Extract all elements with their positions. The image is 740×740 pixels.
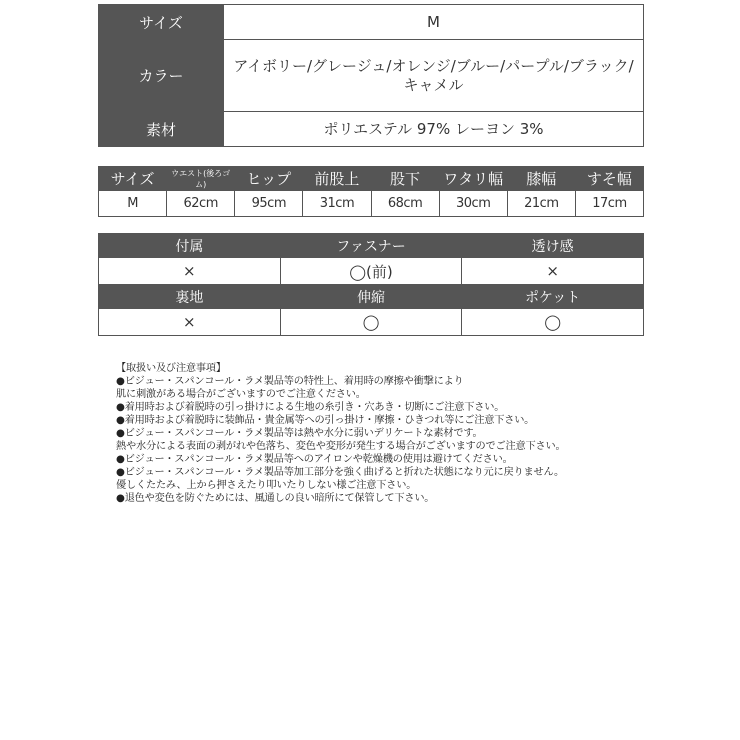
color-label: カラー [99, 40, 224, 112]
color-value-line2: キャメル [403, 75, 464, 94]
hip-cell: 95cm [235, 191, 303, 217]
spec-value-row-1 [99, 258, 644, 285]
accessory-header: 付属 [99, 234, 281, 258]
material-value: ポリエステル 97% レーヨン 3% [224, 112, 644, 147]
pocket-header: ポケット [462, 285, 644, 309]
hem-width-header: すそ幅 [575, 167, 643, 191]
accessory-value: × [99, 258, 281, 285]
note-line: ●着用時および着脱時の引っ掛けによる生地の糸引き・穴あき・切断にご注意下さい。 [116, 402, 505, 413]
knee-width-header: 膝幅 [507, 167, 575, 191]
size-header-row [99, 167, 644, 191]
color-row [99, 40, 644, 112]
stretch-value: ◯ [280, 309, 462, 336]
color-value-line1: アイボリー/グレージュ/オレンジ/ブルー/パープル/ブラック/ [233, 56, 634, 75]
lining-value: × [99, 309, 281, 336]
size-cell: M [99, 191, 167, 217]
stretch-header: 伸縮 [280, 285, 462, 309]
note-line: ●ビジュー・スパンコール・ラメ製品等加工部分を強く曲げると折れた状態になり元に戻りません。 [116, 467, 565, 478]
waist-header: ウエスト(後ろゴム) [167, 167, 235, 191]
note-line: ●退色や変色を防ぐためには、風通しの良い暗所にて保管して下さい。 [116, 493, 435, 504]
spec-header-row-1 [99, 234, 644, 258]
material-row [99, 112, 644, 147]
note-line: ●着用時および着脱時に装飾品・貴金属等への引っ掛け・摩擦・ひきつれ等にご注意下さい。 [116, 415, 535, 426]
zipper-value: ◯(前) [280, 258, 462, 285]
hem-width-cell: 17cm [575, 191, 643, 217]
size-header: サイズ [99, 167, 167, 191]
front-rise-cell: 31cm [303, 191, 371, 217]
note-line: 肌に刺激がある場合がございますのでご注意ください。 [116, 389, 366, 400]
waist-cell: 62cm [167, 191, 235, 217]
size-measurement-table [98, 166, 644, 217]
note-line: ●ビジュー・スパンコール・ラメ製品等は熱や水分に弱いデリケートな素材です。 [116, 428, 483, 439]
front-rise-header: 前股上 [303, 167, 371, 191]
spec-header-row-2 [99, 285, 644, 309]
thigh-width-cell: 30cm [439, 191, 507, 217]
note-line: 熱や水分による表面の剥がれや色落ち、変色や変形が発生する場合がございますのでご注意下さい。 [116, 441, 566, 452]
size-value-row [99, 191, 644, 217]
sheerness-value: × [462, 258, 644, 285]
knee-width-cell: 21cm [507, 191, 575, 217]
pocket-value: ◯ [462, 309, 644, 336]
care-notes [116, 362, 716, 505]
sheerness-header: 透け感 [462, 234, 644, 258]
note-line: 優しくたたみ、上から押さえたり叩いたりしない様ご注意下さい。 [116, 480, 417, 491]
size-label: サイズ [99, 5, 224, 40]
material-label: 素材 [99, 112, 224, 147]
color-value [224, 40, 644, 112]
lining-header: 裏地 [99, 285, 281, 309]
size-row [99, 5, 644, 40]
size-value: M [224, 5, 644, 40]
note-line: ●ビジュー・スパンコール・ラメ製品等へのアイロンや乾燥機の使用は避けてください。 [116, 454, 513, 465]
inseam-header: 股下 [371, 167, 439, 191]
zipper-header: ファスナー [280, 234, 462, 258]
hip-header: ヒップ [235, 167, 303, 191]
spec-table [98, 233, 644, 336]
thigh-width-header: ワタリ幅 [439, 167, 507, 191]
product-info-table [98, 4, 644, 147]
spec-value-row-2 [99, 309, 644, 336]
note-line: ●ビジュー・スパンコール・ラメ製品等の特性上、着用時の摩擦や衝撃により [116, 376, 464, 387]
inseam-cell: 68cm [371, 191, 439, 217]
notes-heading: 【取扱い及び注意事項】 [116, 363, 226, 374]
